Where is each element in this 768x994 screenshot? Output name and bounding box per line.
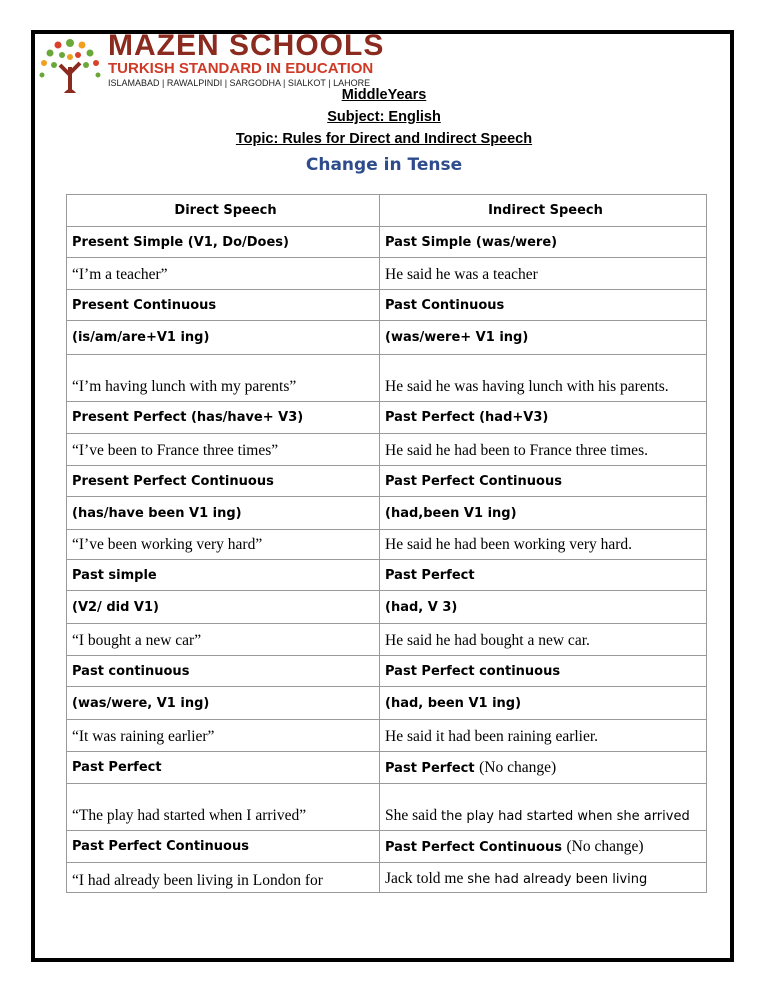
tense-label: Past Perfect Continuous [385,839,562,855]
indirect-cell [380,863,707,893]
indirect-cell: (had, V 3) [380,591,707,624]
table-row [67,227,707,258]
table-row [67,560,707,591]
indirect-cell: He said he was a teacher [380,258,707,290]
table-row [67,355,707,402]
direct-cell: “I had already been living in London for [67,863,380,893]
table-row [67,720,707,752]
table-row [67,466,707,497]
direct-cell: Past Perfect [67,752,380,784]
topic-heading: Topic: Rules for Direct and Indirect Speech [235,131,533,147]
indirect-cell: Past Perfect Continuous [380,466,707,497]
table-row [67,530,707,560]
direct-cell: Present Simple (V1, Do/Does) [67,227,380,258]
direct-cell: Present Perfect (has/have+ V3) [67,402,380,434]
tense-label: Past Perfect [385,760,475,776]
table-row [67,752,707,784]
indirect-cell: Past Perfect continuous [380,656,707,687]
no-change-note: (No change) [479,758,557,776]
column-header: Indirect Speech [380,195,707,227]
indirect-cell [380,831,707,863]
direct-cell: “I’ve been working very hard” [67,530,380,560]
direct-cell: “I’ve been to France three times” [67,434,380,466]
indirect-cell: Past Perfect (had+V3) [380,402,707,434]
table-row [67,687,707,720]
no-change-note: (No change) [566,837,644,855]
section-title: Change in Tense [305,155,463,175]
indirect-cell: Past Perfect [380,560,707,591]
reporting-prefix: She said [385,807,441,824]
reported-text: she had already been living [467,872,648,887]
indirect-cell: (was/were+ V1 ing) [380,321,707,355]
subject-heading: Subject: English [327,109,441,125]
direct-cell: “I’m a teacher” [67,258,380,290]
table-row [67,434,707,466]
table-header-row [67,195,707,227]
direct-cell: (was/were, V1 ing) [67,687,380,720]
direct-cell: “The play had started when I arrived” [67,784,380,831]
direct-cell: Present Continuous [67,290,380,321]
indirect-cell [380,752,707,784]
direct-cell: “I bought a new car” [67,624,380,656]
table-row [67,402,707,434]
indirect-cell: He said he had been to France three times. [380,434,707,466]
table-row [67,591,707,624]
direct-cell: “It was raining earlier” [67,720,380,752]
direct-cell: Past Perfect Continuous [67,831,380,863]
direct-cell: (has/have been V1 ing) [67,497,380,530]
direct-cell: Present Perfect Continuous [67,466,380,497]
indirect-cell: Past Continuous [380,290,707,321]
indirect-cell: He said he had bought a new car. [380,624,707,656]
direct-cell: “I’m having lunch with my parents” [67,355,380,402]
table-row [67,497,707,530]
table-row [67,863,707,893]
table-row [67,656,707,687]
direct-cell: Past simple [67,560,380,591]
reporting-prefix: Jack told me [385,870,468,887]
indirect-cell: He said it had been raining earlier. [380,720,707,752]
table-row [67,321,707,355]
table-row [67,290,707,321]
brand-name: MAZEN SCHOOLS [108,29,385,62]
indirect-cell [380,784,707,831]
table-row [67,831,707,863]
table-row [67,258,707,290]
direct-cell: Past continuous [67,656,380,687]
reported-text: the play had started when she arrived [440,809,690,824]
direct-cell: (V2/ did V1) [67,591,380,624]
indirect-cell: He said he had been working very hard. [380,530,707,560]
column-header: Direct Speech [67,195,380,227]
indirect-cell: Past Simple (was/were) [380,227,707,258]
tense-table [66,194,707,893]
campus-cities: ISLAMABAD | RAWALPINDI | SARGODHA | SIALKOT | LAHORE [108,78,371,88]
indirect-cell: He said he was having lunch with his parents. [380,355,707,402]
table-row [67,624,707,656]
indirect-cell: (had,been V1 ing) [380,497,707,530]
indirect-cell: (had, been V1 ing) [380,687,707,720]
tagline: TURKISH STANDARD IN EDUCATION [108,60,374,77]
level-heading: MiddleYears [341,87,427,103]
table-row [67,784,707,831]
direct-cell: (is/am/are+V1 ing) [67,321,380,355]
